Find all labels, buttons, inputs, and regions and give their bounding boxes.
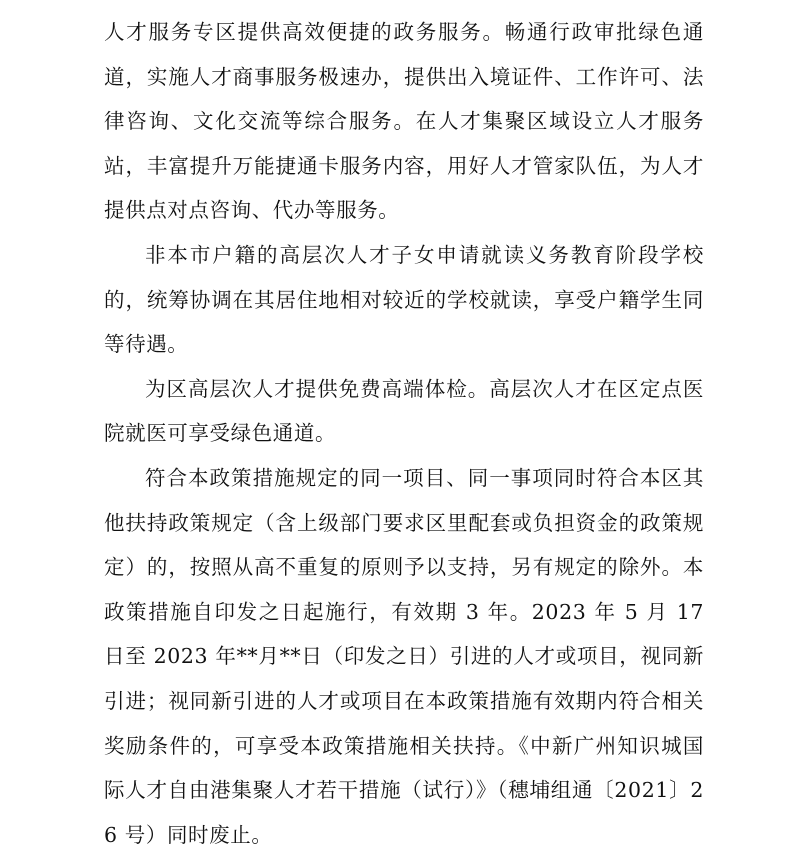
paragraph-policy-validity: 符合本政策措施规定的同一项目、同一事项同时符合本区其他扶持政策规定（含上级部门要求区里配套或负担资金的政策规定）的，按照从高不重复的原则予以支持，另有规定的除外。本政策措施自印发之日起施行，有效期 3 年。2023 年 5 月 17 日至 2023 年**月**日（印发之日）引进的人才或项目，视同新引进；视同新引进的人才或项目在本政策措施有效期内符合相关奖励条件的，可享受本政策措施相关扶持。《中新广州知识城国际人才自由港集聚人才若干措施（试行）》（穗埔组通〔2021〕26 号）同时废止。 — [104, 465, 704, 847]
document-page — [104, 0, 704, 857]
paragraph-talent-services: 人才服务专区提供高效便捷的政务服务。畅通行政审批绿色通道，实施人才商事服务极速办，提供出入境证件、工作许可、法律咨询、文化交流等综合服务。在人才集聚区域设立人才服务站，丰富提升万能捷通卡服务内容，用好人才管家队伍，为人才提供点对点咨询、代办等服务。 — [104, 20, 704, 223]
paragraph-health-checkup: 为区高层次人才提供免费高端体检。高层次人才在区定点医院就医可享受绿色通道。 — [104, 376, 704, 446]
paragraph-children-education: 非本市户籍的高层次人才子女申请就读义务教育阶段学校的，统筹协调在其居住地相对较近的学校就读，享受户籍学生同等待遇。 — [104, 242, 704, 357]
